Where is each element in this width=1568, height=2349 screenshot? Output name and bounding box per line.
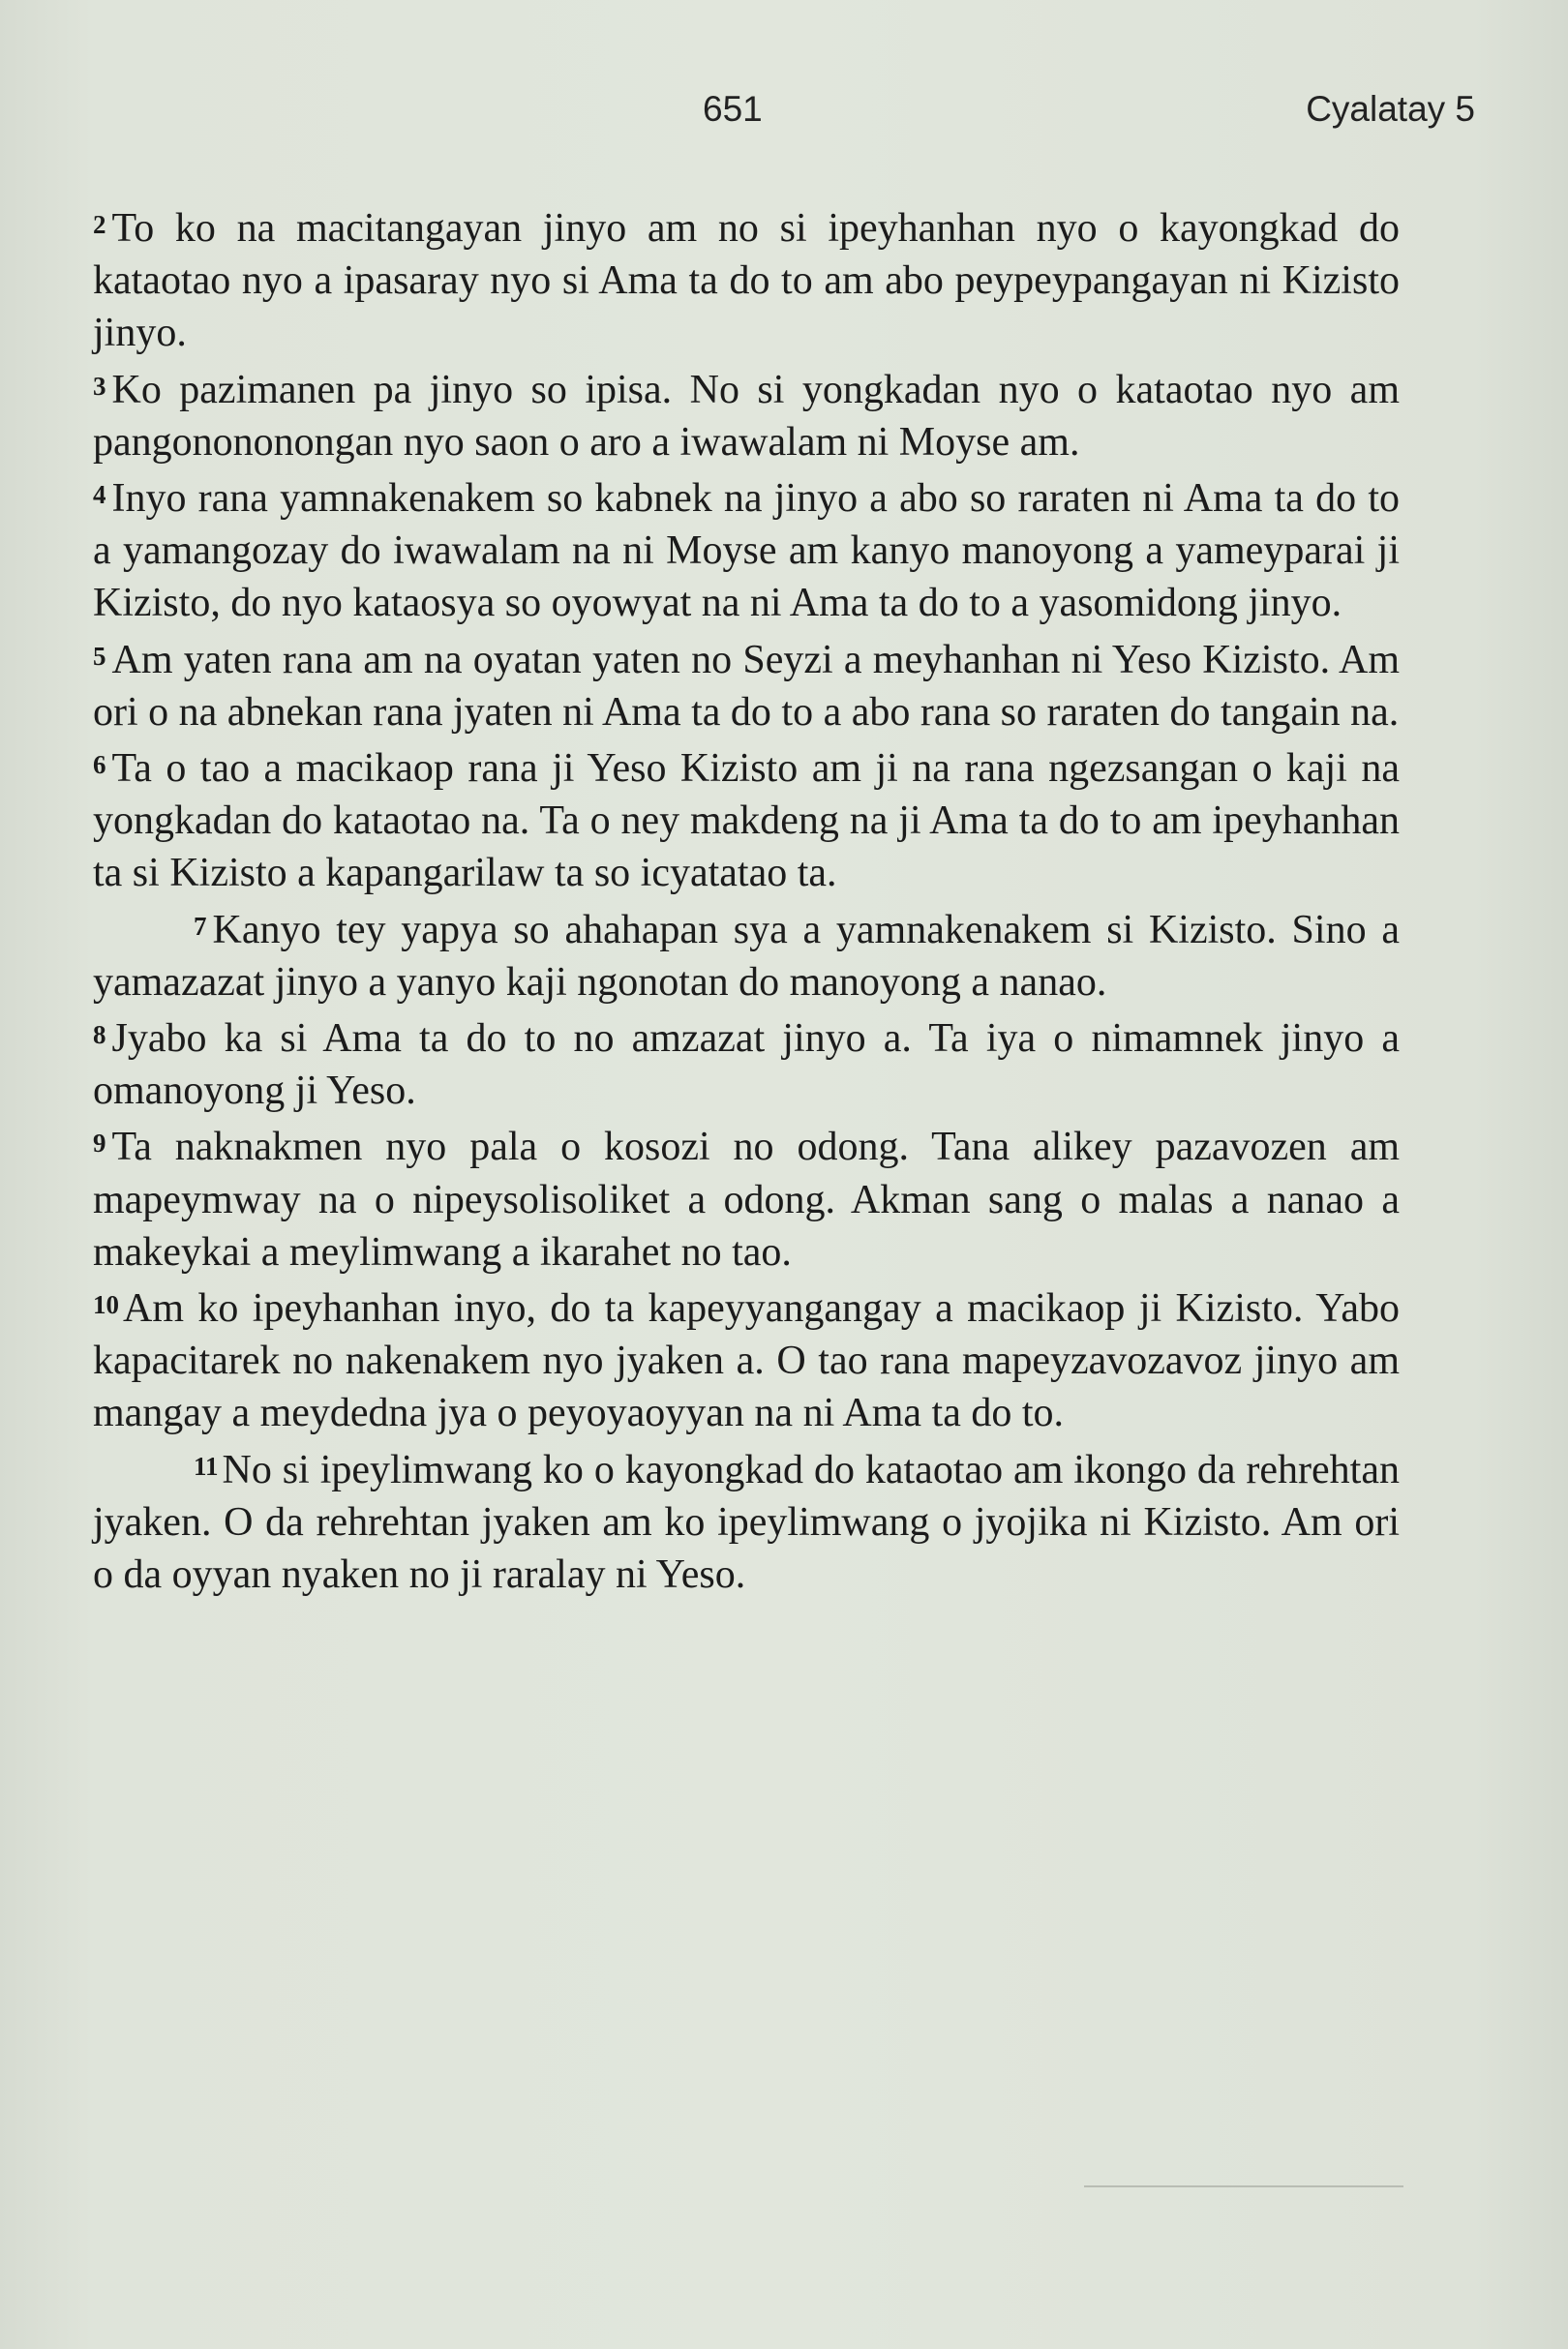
verse-number: 10: [93, 1290, 119, 1320]
verse-number: 4: [93, 480, 106, 510]
verse-text: Ko pazimanen pa jinyo so ipisa. No si yongkadan nyo o kataotao nyo am pangonononongan nyo saon o aro a iwawalam ni Moyse am.: [93, 367, 1400, 465]
verse-text: No si ipeylimwang ko o kayongkad do kataotao am ikongo da rehrehtan jyaken. O da rehrehtan jyaken am ko ipeylimwang o jyojika ni Kizisto. Am ori o da oyyan nyaken no ji raralay ni Yeso.: [93, 1447, 1400, 1598]
verse-number: 2: [93, 210, 106, 239]
verse-10: [93, 1279, 1400, 1440]
verse-text: Ta o tao a macikaop rana ji Yeso Kizisto am ji na rana ngezsangan o kaji na yongkadan do kataotao na. Ta o ney makdeng na ji Ama ta do to am ipeyhanhan ta si Kizisto a kapangarilaw ta so icyatatao ta.: [93, 746, 1400, 896]
verse-number: 8: [93, 1020, 106, 1050]
verse-8: [93, 1009, 1400, 1117]
verse-text: Ta naknakmen nyo pala o kosozi no odong. Tana alikey pazavozen am mapeymway na o nipeysolisoliket a odong. Akman sang o malas a nanao a makeykai a meylimwang a ikarahet no tao.: [93, 1125, 1400, 1275]
page-header: [93, 89, 1475, 137]
verse-text: Inyo rana yamnakenakem so kabnek na jinyo a abo so raraten ni Ama ta do to a yamangozay do iwawalam na ni Moyse am kanyo manoyong a yameyparai ji Kizisto, do nyo kataosya so oyowyat na ni Ama ta do to a yasomidong jinyo.: [93, 476, 1400, 626]
verse-7: [93, 900, 1400, 1009]
footnote-divider: [1084, 2185, 1403, 2187]
verse-number: 5: [93, 641, 106, 671]
verse-9: [93, 1117, 1400, 1279]
page-number: 651: [703, 89, 763, 129]
verse-text: Kanyo tey yapya so ahahapan sya a yamnakenakem si Kizisto. Sino a yamazazat jinyo a yanyo kaji ngonotan do manoyong a nanao.: [93, 907, 1400, 1005]
verse-2: [93, 198, 1400, 360]
verse-6: [93, 738, 1400, 900]
verse-number: 6: [93, 750, 106, 780]
verse-number: 9: [93, 1129, 106, 1159]
verse-number: 11: [194, 1451, 219, 1481]
verse-text: To ko na macitangayan jinyo am no si ipeyhanhan nyo o kayongkad do kataotao nyo a ipasaray nyo si Ama ta do to am abo peypeypangayan ni Kizisto jinyo.: [93, 206, 1400, 356]
verse-number: 7: [194, 911, 207, 941]
chapter-text: [93, 198, 1400, 1601]
verse-number: 3: [93, 371, 106, 401]
verse-5: [93, 630, 1400, 738]
verse-3: [93, 360, 1400, 468]
running-head: Cyalatay 5: [1306, 89, 1475, 129]
verse-text: Am ko ipeyhanhan inyo, do ta kapeyyangangay a macikaop ji Kizisto. Yabo kapacitarek no nakenakem nyo jyaken a. O tao rana mapeyzavozavoz jinyo am mangay a meydedna jya o peyoyaoyyan na ni Ama ta do to.: [93, 1286, 1400, 1436]
verse-4: [93, 468, 1400, 630]
verse-text: Am yaten rana am na oyatan yaten no Seyzi a meyhanhan ni Yeso Kizisto. Am ori o na abnekan rana jyaten ni Ama ta do to a abo rana so raraten do tangain na.: [93, 637, 1400, 735]
verse-text: Jyabo ka si Ama ta do to no amzazat jinyo a. Ta iya o nimamnek jinyo a omanoyong ji Yeso.: [93, 1016, 1400, 1114]
verse-11: [93, 1440, 1400, 1602]
